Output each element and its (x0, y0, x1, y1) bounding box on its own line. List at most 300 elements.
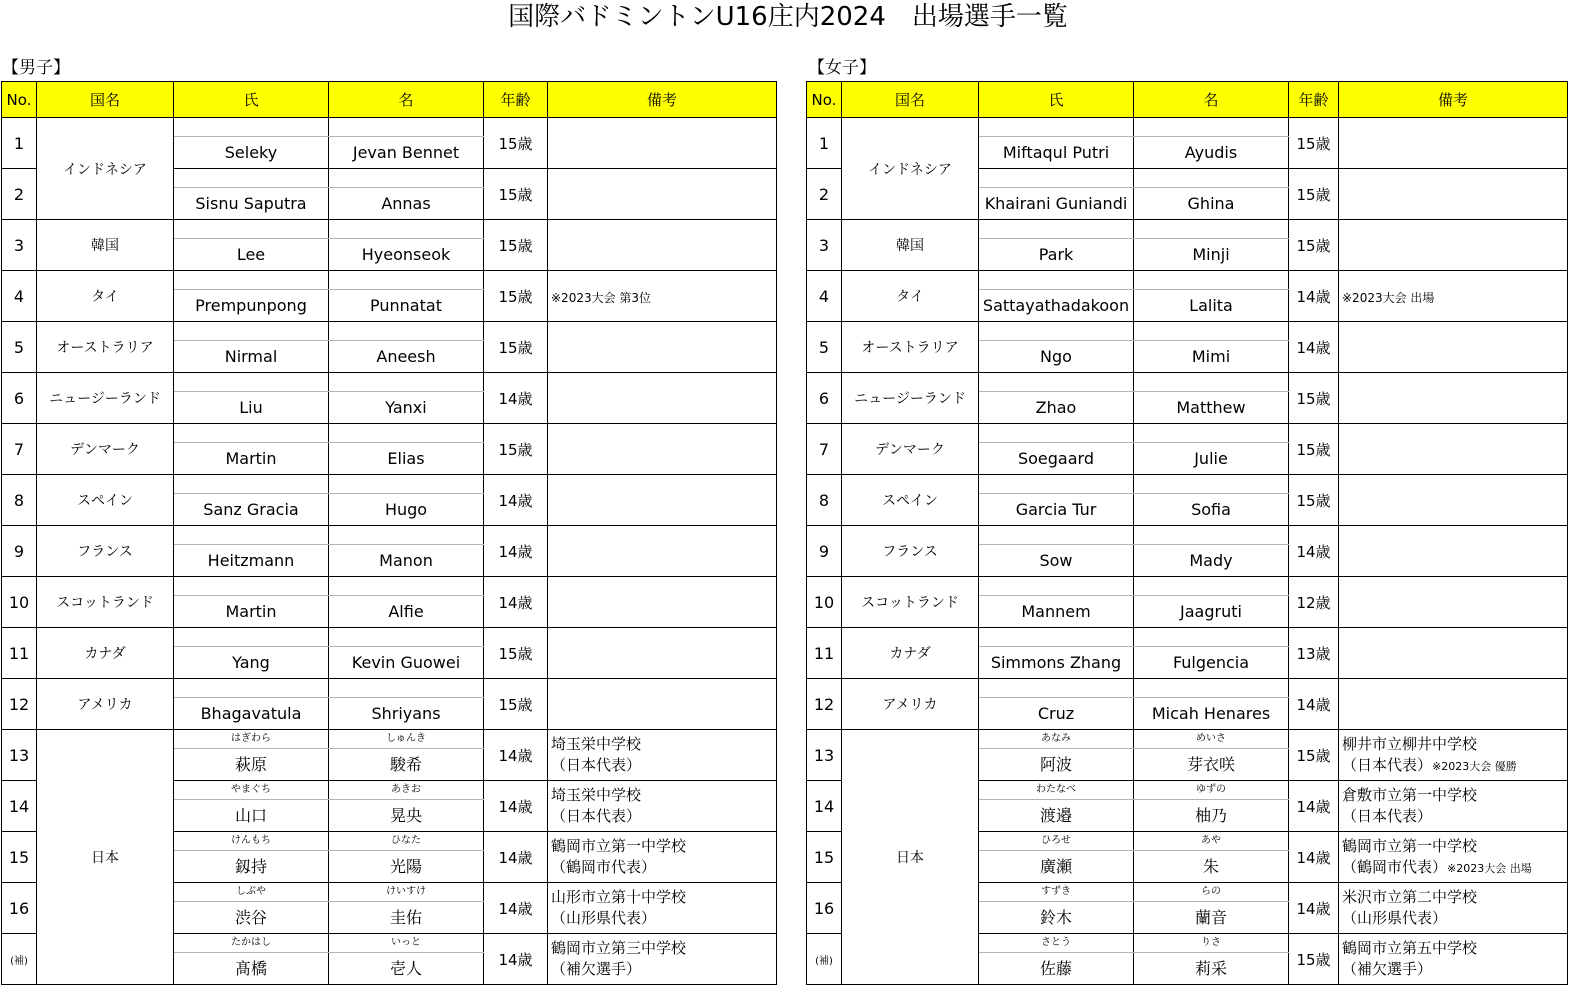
given-name-reading (329, 271, 484, 290)
country-name: スコットランド (842, 577, 979, 628)
player-row-ruby (2, 475, 777, 494)
player-note (1339, 271, 1568, 322)
player-number: 8 (2, 475, 37, 526)
player-age: 15歳 (1289, 373, 1339, 424)
family-name-reading (174, 118, 329, 137)
boys-section-label: 【男子】 (2, 58, 70, 78)
player-age: 15歳 (484, 679, 548, 730)
given-name-reading (1134, 118, 1289, 137)
player-age: 14歳 (1289, 322, 1339, 373)
note-representation-text: （日本代表） (551, 755, 642, 774)
given-name-reading (1134, 373, 1289, 392)
player-note (548, 679, 777, 730)
country-name: カナダ (842, 628, 979, 679)
given-name-reading: ひなた (329, 832, 484, 851)
given-name: Minji (1134, 239, 1289, 271)
note-representation (1342, 959, 1567, 981)
player-number: 9 (807, 526, 842, 577)
family-name-reading (979, 220, 1134, 239)
player-number: 4 (807, 271, 842, 322)
player-age: 15歳 (1289, 475, 1339, 526)
country-name: デンマーク (842, 424, 979, 475)
player-number: 6 (2, 373, 37, 424)
given-name: Fulgencia (1134, 647, 1289, 679)
player-age: 15歳 (484, 169, 548, 220)
family-name-reading (174, 271, 329, 290)
note-text: ※2023大会 出場 (1342, 290, 1435, 305)
note-school: 鶴岡市立第五中学校 (1342, 938, 1478, 957)
family-name: 鈴木 (979, 902, 1134, 934)
player-age: 15歳 (1289, 424, 1339, 475)
family-name: 佐藤 (979, 953, 1134, 985)
given-name-reading: りさ (1134, 934, 1289, 953)
family-name: Prempunpong (174, 290, 329, 322)
given-name: 壱人 (329, 953, 484, 985)
player-note (548, 730, 777, 781)
given-name-reading (329, 118, 484, 137)
family-name-reading: わたなべ (979, 781, 1134, 800)
player-row-ruby (2, 526, 777, 545)
player-number: 11 (2, 628, 37, 679)
family-name-reading (174, 169, 329, 188)
country-name: インドネシア (37, 118, 174, 220)
given-name-reading (1134, 220, 1289, 239)
header-country: 国名 (842, 82, 979, 118)
note-representation (551, 806, 776, 828)
player-number: 16 (807, 883, 842, 934)
player-age: 14歳 (1289, 883, 1339, 934)
family-name-reading: やまぐち (174, 781, 329, 800)
player-number: 8 (807, 475, 842, 526)
player-number: 6 (807, 373, 842, 424)
player-age: 15歳 (1289, 934, 1339, 985)
player-number: 15 (807, 832, 842, 883)
country-name: フランス (37, 526, 174, 577)
given-name-reading (1134, 628, 1289, 647)
family-name: Simmons Zhang (979, 647, 1134, 679)
family-name: Lee (174, 239, 329, 271)
note-school: 倉敷市立第一中学校 (1342, 785, 1478, 804)
family-name-reading (174, 628, 329, 647)
player-age: 13歳 (1289, 628, 1339, 679)
family-name-reading: はぎわら (174, 730, 329, 749)
header-notes: 備考 (1339, 82, 1568, 118)
family-name: Soegaard (979, 443, 1134, 475)
family-name: 釼持 (174, 851, 329, 883)
given-name-reading: いっと (329, 934, 484, 953)
country-name: 韓国 (842, 220, 979, 271)
given-name: Annas (329, 188, 484, 220)
girls-roster-table (806, 81, 1568, 985)
given-name-reading (329, 475, 484, 494)
player-note (548, 424, 777, 475)
player-row-ruby (807, 577, 1568, 596)
family-name-reading (174, 577, 329, 596)
player-number: (補) (2, 934, 37, 985)
header-given-name: 名 (329, 82, 484, 118)
player-number: 11 (807, 628, 842, 679)
player-number: 14 (2, 781, 37, 832)
player-number: 2 (2, 169, 37, 220)
player-row-ruby (807, 730, 1568, 749)
note-representation (1342, 908, 1567, 930)
given-name-reading (1134, 679, 1289, 698)
player-row-ruby (807, 118, 1568, 137)
player-number: 7 (2, 424, 37, 475)
player-note (1339, 832, 1568, 883)
player-number: 13 (2, 730, 37, 781)
given-name-reading: あきお (329, 781, 484, 800)
family-name-reading (174, 679, 329, 698)
note-representation (551, 857, 776, 879)
family-name-reading (979, 577, 1134, 596)
country-name: スペイン (842, 475, 979, 526)
note-representation (551, 755, 776, 777)
family-name: Ngo (979, 341, 1134, 373)
given-name: Micah Henares (1134, 698, 1289, 730)
given-name-reading (1134, 271, 1289, 290)
note-representation-text: （山形県代表） (1342, 908, 1448, 927)
header-no: No. (2, 82, 37, 118)
given-name-reading (329, 373, 484, 392)
player-number: 3 (807, 220, 842, 271)
header-notes: 備考 (548, 82, 777, 118)
family-name: Seleky (174, 137, 329, 169)
note-previous-result: ※2023大会 出場 (1447, 861, 1532, 875)
player-age: 14歳 (484, 475, 548, 526)
player-number: 12 (2, 679, 37, 730)
given-name: 朱 (1134, 851, 1289, 883)
given-name-reading (329, 424, 484, 443)
player-number: 1 (2, 118, 37, 169)
player-note (1339, 577, 1568, 628)
player-age: 14歳 (1289, 781, 1339, 832)
given-name: 晃央 (329, 800, 484, 832)
note-representation-text: （山形県代表） (551, 908, 657, 927)
given-name-reading: ゆずの (1134, 781, 1289, 800)
country-name: フランス (842, 526, 979, 577)
family-name-reading (979, 475, 1134, 494)
country-name: 日本 (842, 730, 979, 985)
family-name: Cruz (979, 698, 1134, 730)
player-row-ruby (2, 628, 777, 647)
player-row-ruby (807, 220, 1568, 239)
player-number: 3 (2, 220, 37, 271)
given-name: Lalita (1134, 290, 1289, 322)
player-age: 15歳 (1289, 169, 1339, 220)
player-number: 5 (2, 322, 37, 373)
girls-section-label: 【女子】 (808, 58, 876, 78)
given-name: Sofia (1134, 494, 1289, 526)
family-name-reading (979, 271, 1134, 290)
family-name-reading: ひろせ (979, 832, 1134, 851)
boys-roster-table (1, 81, 777, 985)
player-age: 15歳 (484, 271, 548, 322)
player-age: 14歳 (484, 832, 548, 883)
country-name: ニュージーランド (842, 373, 979, 424)
note-school: 山形市立第十中学校 (551, 887, 687, 906)
family-name: Garcia Tur (979, 494, 1134, 526)
family-name-reading (979, 424, 1134, 443)
header-age: 年齢 (484, 82, 548, 118)
family-name-reading: しぶや (174, 883, 329, 902)
player-note (1339, 373, 1568, 424)
note-school: 鶴岡市立第一中学校 (551, 836, 687, 855)
family-name-reading (979, 169, 1134, 188)
family-name: 髙橋 (174, 953, 329, 985)
player-row-ruby (807, 322, 1568, 341)
player-note (548, 526, 777, 577)
family-name: Yang (174, 647, 329, 679)
note-representation (1342, 755, 1567, 777)
player-row-ruby (2, 679, 777, 698)
country-name: オーストラリア (842, 322, 979, 373)
player-age: 14歳 (484, 577, 548, 628)
note-representation-text: （鶴岡市代表） (1342, 857, 1448, 876)
player-note (548, 577, 777, 628)
player-note (1339, 730, 1568, 781)
note-representation-text: （補欠選手） (551, 959, 642, 978)
given-name: Yanxi (329, 392, 484, 424)
given-name: Matthew (1134, 392, 1289, 424)
given-name-reading (329, 220, 484, 239)
country-name: オーストラリア (37, 322, 174, 373)
player-row-ruby (2, 220, 777, 239)
player-age: 14歳 (1289, 526, 1339, 577)
family-name: Khairani Guniandi (979, 188, 1134, 220)
given-name-reading (1134, 577, 1289, 596)
player-age: 15歳 (1289, 220, 1339, 271)
player-age: 14歳 (484, 730, 548, 781)
note-representation (551, 908, 776, 930)
player-row-ruby (2, 322, 777, 341)
player-age: 14歳 (1289, 679, 1339, 730)
given-name-reading (1134, 169, 1289, 188)
player-note (548, 883, 777, 934)
player-note (1339, 322, 1568, 373)
given-name: Ghina (1134, 188, 1289, 220)
country-name: ニュージーランド (37, 373, 174, 424)
family-name-reading (979, 679, 1134, 698)
player-note (1339, 475, 1568, 526)
player-note (1339, 781, 1568, 832)
note-school: 柳井市立柳井中学校 (1342, 734, 1478, 753)
player-row-ruby (807, 628, 1568, 647)
family-name-reading (979, 118, 1134, 137)
family-name-reading (979, 526, 1134, 545)
given-name: Shriyans (329, 698, 484, 730)
player-note (1339, 169, 1568, 220)
player-age: 14歳 (484, 934, 548, 985)
player-number: 2 (807, 169, 842, 220)
family-name: Nirmal (174, 341, 329, 373)
player-note (548, 628, 777, 679)
given-name-reading (329, 628, 484, 647)
player-note (548, 373, 777, 424)
family-name: Heitzmann (174, 545, 329, 577)
player-note (1339, 526, 1568, 577)
family-name: 渋谷 (174, 902, 329, 934)
family-name-reading (174, 475, 329, 494)
family-name-reading (174, 220, 329, 239)
player-age: 15歳 (1289, 118, 1339, 169)
given-name: Punnatat (329, 290, 484, 322)
player-number: 13 (807, 730, 842, 781)
note-representation-text: （鶴岡市代表） (551, 857, 657, 876)
family-name-reading (174, 322, 329, 341)
given-name-reading: けいすけ (329, 883, 484, 902)
given-name: 圭佑 (329, 902, 484, 934)
country-name: デンマーク (37, 424, 174, 475)
header-country: 国名 (37, 82, 174, 118)
player-note (548, 322, 777, 373)
family-name: 萩原 (174, 749, 329, 781)
given-name: 光陽 (329, 851, 484, 883)
family-name-reading (174, 373, 329, 392)
family-name: Bhagavatula (174, 698, 329, 730)
player-age: 15歳 (484, 424, 548, 475)
country-name: アメリカ (842, 679, 979, 730)
header-family-name: 氏 (174, 82, 329, 118)
note-text: ※2023大会 第3位 (551, 290, 652, 305)
player-number: 7 (807, 424, 842, 475)
note-representation (1342, 857, 1567, 879)
note-school: 埼玉栄中学校 (551, 785, 642, 804)
country-name: アメリカ (37, 679, 174, 730)
note-representation (551, 959, 776, 981)
given-name: Aneesh (329, 341, 484, 373)
player-note (548, 781, 777, 832)
player-age: 14歳 (484, 883, 548, 934)
player-age: 15歳 (484, 322, 548, 373)
given-name: 駿希 (329, 749, 484, 781)
given-name-reading (329, 169, 484, 188)
player-age: 14歳 (484, 526, 548, 577)
family-name-reading: けんもち (174, 832, 329, 851)
header-no: No. (807, 82, 842, 118)
family-name: Martin (174, 443, 329, 475)
player-row-ruby (807, 424, 1568, 443)
player-row-ruby (2, 730, 777, 749)
family-name-reading: さとう (979, 934, 1134, 953)
given-name: Jaagruti (1134, 596, 1289, 628)
given-name-reading: めいさ (1134, 730, 1289, 749)
given-name: Mimi (1134, 341, 1289, 373)
given-name: 蘭音 (1134, 902, 1289, 934)
given-name-reading (1134, 424, 1289, 443)
player-note (548, 271, 777, 322)
family-name: Zhao (979, 392, 1134, 424)
player-note (1339, 220, 1568, 271)
given-name: Mady (1134, 545, 1289, 577)
family-name: Park (979, 239, 1134, 271)
given-name: Alfie (329, 596, 484, 628)
player-age: 14歳 (1289, 832, 1339, 883)
given-name-reading (329, 526, 484, 545)
note-school: 鶴岡市立第三中学校 (551, 938, 687, 957)
given-name: Kevin Guowei (329, 647, 484, 679)
family-name: Miftaqul Putri (979, 137, 1134, 169)
given-name: 柚乃 (1134, 800, 1289, 832)
player-row-ruby (807, 373, 1568, 392)
family-name: Mannem (979, 596, 1134, 628)
family-name: Liu (174, 392, 329, 424)
player-note (1339, 628, 1568, 679)
header-given-name: 名 (1134, 82, 1289, 118)
note-school: 鶴岡市立第一中学校 (1342, 836, 1478, 855)
player-note (1339, 424, 1568, 475)
family-name-reading (174, 424, 329, 443)
player-number: (補) (807, 934, 842, 985)
player-note (1339, 118, 1568, 169)
player-number: 10 (2, 577, 37, 628)
note-school: 米沢市立第二中学校 (1342, 887, 1478, 906)
player-age: 15歳 (1289, 730, 1339, 781)
given-name-reading (1134, 322, 1289, 341)
player-age: 15歳 (484, 220, 548, 271)
page-title: 国際バドミントンU16庄内2024 出場選手一覧 (508, 2, 1068, 32)
family-name: Sattayathadakoon (979, 290, 1134, 322)
country-name: タイ (37, 271, 174, 322)
given-name-reading (329, 679, 484, 698)
player-number: 4 (2, 271, 37, 322)
player-age: 14歳 (484, 373, 548, 424)
family-name-reading: あなみ (979, 730, 1134, 749)
given-name-reading: らの (1134, 883, 1289, 902)
player-age: 15歳 (484, 118, 548, 169)
header-age: 年齢 (1289, 82, 1339, 118)
player-row-ruby (2, 373, 777, 392)
country-name: タイ (842, 271, 979, 322)
player-row-ruby (807, 679, 1568, 698)
player-number: 10 (807, 577, 842, 628)
given-name-reading (329, 577, 484, 596)
note-representation-text: （補欠選手） (1342, 959, 1433, 978)
player-number: 12 (807, 679, 842, 730)
family-name-reading (979, 322, 1134, 341)
player-note (548, 220, 777, 271)
player-number: 15 (2, 832, 37, 883)
family-name: 阿波 (979, 749, 1134, 781)
player-note (1339, 679, 1568, 730)
player-note (1339, 883, 1568, 934)
given-name-reading (1134, 526, 1289, 545)
note-previous-result: ※2023大会 優勝 (1432, 759, 1517, 773)
player-number: 9 (2, 526, 37, 577)
country-name: 韓国 (37, 220, 174, 271)
note-representation-text: （日本代表） (551, 806, 642, 825)
note-representation-text: （日本代表） (1342, 806, 1433, 825)
note-representation-text: （日本代表） (1342, 755, 1433, 774)
given-name-reading: あや (1134, 832, 1289, 851)
player-row-ruby (2, 118, 777, 137)
table-header-row (2, 82, 777, 118)
player-note (548, 475, 777, 526)
given-name: Hyeonseok (329, 239, 484, 271)
family-name: 渡邉 (979, 800, 1134, 832)
given-name: Hugo (329, 494, 484, 526)
family-name: Martin (174, 596, 329, 628)
given-name: Elias (329, 443, 484, 475)
family-name-reading: たかはし (174, 934, 329, 953)
player-row-ruby (807, 271, 1568, 290)
player-age: 14歳 (484, 781, 548, 832)
player-note (548, 169, 777, 220)
player-age: 14歳 (1289, 271, 1339, 322)
family-name-reading (979, 628, 1134, 647)
given-name: 莉采 (1134, 953, 1289, 985)
player-number: 14 (807, 781, 842, 832)
